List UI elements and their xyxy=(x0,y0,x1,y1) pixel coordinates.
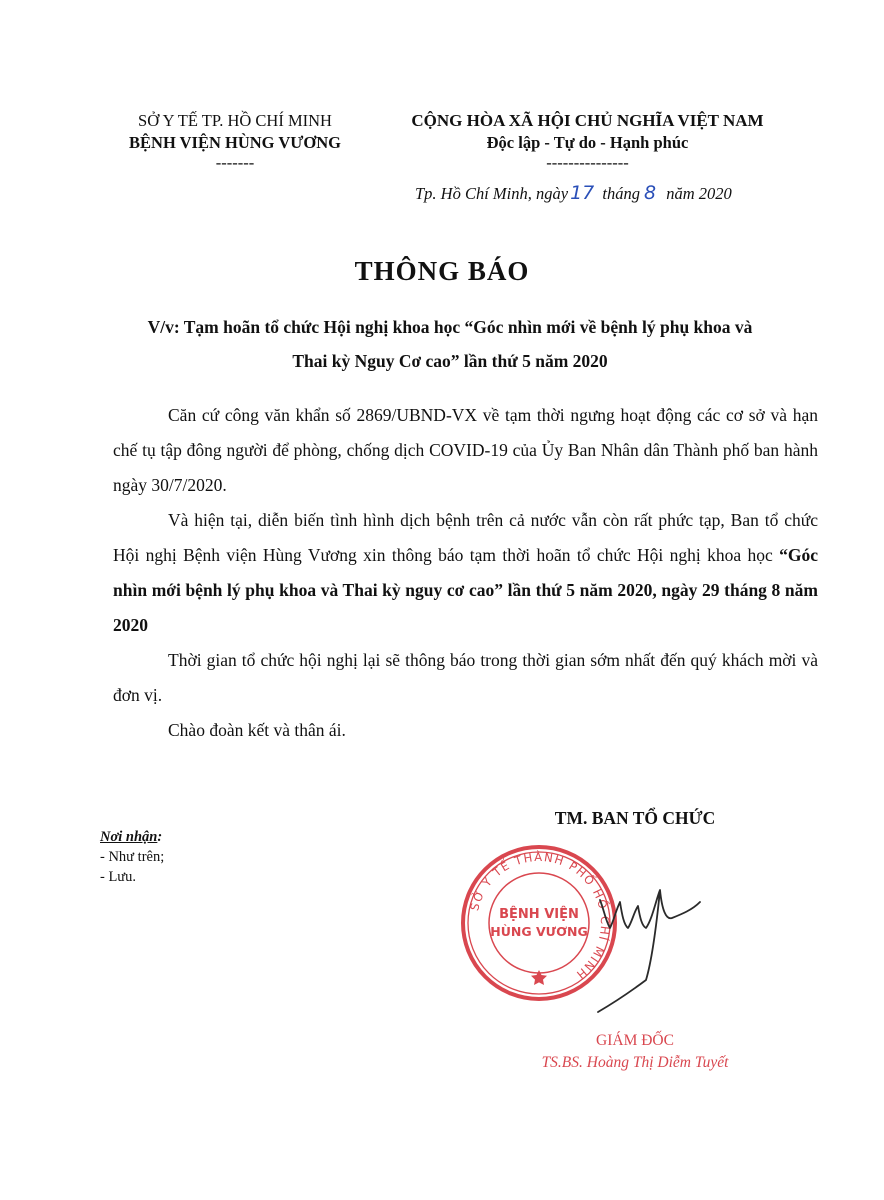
paragraph-announcement xyxy=(113,503,818,643)
seal-center-line-1: BỆNH VIỆN xyxy=(499,907,579,922)
paragraph-reschedule: Thời gian tổ chức hội nghị lại sẽ thông báo trong thời gian sớm nhất đến quý khách mời và đơn vị. xyxy=(113,650,818,705)
announcement-event: “Góc nhìn mới bệnh lý phụ khoa và Thai kỳ nguy cơ cao” lần thứ 5 năm 2020, ngày 29 tháng 8 năm 2020 xyxy=(113,545,818,635)
signer-name: TS.BS. Hoàng Thị Diễm Tuyết xyxy=(541,1054,729,1071)
paragraph-legal-basis: Căn cứ công văn khẩn số 2869/UBND-VX về tạm thời ngưng hoạt động các cơ sở và hạn chế tụ tập đông người để phòng, chống dịch COVID-19 của Ủy Ban Nhân dân Thành phố ban hành ngày 30/7/2020. xyxy=(113,405,818,495)
seal-center-line-2: HÙNG VƯƠNG xyxy=(490,924,588,939)
announcement-text: Và hiện tại, diễn biến tình hình dịch bệnh trên cả nước vẫn còn rất phức tạp, Ban tổ chức Hội nghị Bệnh viện Hùng Vương xin thông báo tạm thời hoãn tổ chức Hội nghị khoa học xyxy=(113,510,818,565)
subject xyxy=(80,310,820,378)
recipient-item: - Lưu. xyxy=(100,869,137,885)
subject-line-2: Thai kỳ Nguy Cơ cao” lần thứ 5 năm 2020 xyxy=(292,351,608,371)
issuer-rule: ------- xyxy=(215,153,255,172)
recipients-label-colon: : xyxy=(157,829,163,845)
dateline xyxy=(415,180,795,207)
signer-block xyxy=(520,1030,750,1074)
dateline-month: 8 xyxy=(644,182,657,204)
recipients-block xyxy=(100,827,164,887)
issuer-block xyxy=(100,110,370,172)
dateline-prefix: Tp. Hồ Chí Minh, ngày xyxy=(415,184,569,203)
issuer-hospital: BỆNH VIỆN HÙNG VƯƠNG xyxy=(129,133,341,152)
recipients-label xyxy=(100,827,164,847)
motto-rule: --------------- xyxy=(546,153,629,172)
motto: Độc lập - Tự do - Hạnh phúc xyxy=(486,133,689,152)
document-title: THÔNG BÁO xyxy=(354,256,530,286)
recipients-label-text: Nơi nhận xyxy=(100,829,158,845)
subject-line-1: V/v: Tạm hoãn tổ chức Hội nghị khoa học “Góc nhìn mới về bệnh lý phụ khoa và xyxy=(147,317,753,337)
national-motto-block xyxy=(385,110,790,172)
signer-title: GIÁM ĐỐC xyxy=(596,1032,674,1049)
issuer-department: SỞ Y TẾ TP. HỒ CHÍ MINH xyxy=(138,111,332,130)
dateline-month-label: tháng xyxy=(602,184,640,203)
signing-organization: TM. BAN TỔ CHỨC xyxy=(554,808,716,828)
seal-ring-text: SỞ Y TẾ THÀNH PHỐ HỒ CHÍ MINH xyxy=(467,849,613,983)
dateline-day: 17 xyxy=(570,182,595,204)
country-name: CỘNG HÒA XÃ HỘI CHỦ NGHĨA VIỆT NAM xyxy=(411,111,764,130)
signature-scrawl-icon xyxy=(590,870,740,1020)
dateline-year: năm 2020 xyxy=(666,184,732,203)
recipient-item: - Như trên; xyxy=(100,849,165,865)
paragraph-closing: Chào đoàn kết và thân ái. xyxy=(168,720,346,740)
